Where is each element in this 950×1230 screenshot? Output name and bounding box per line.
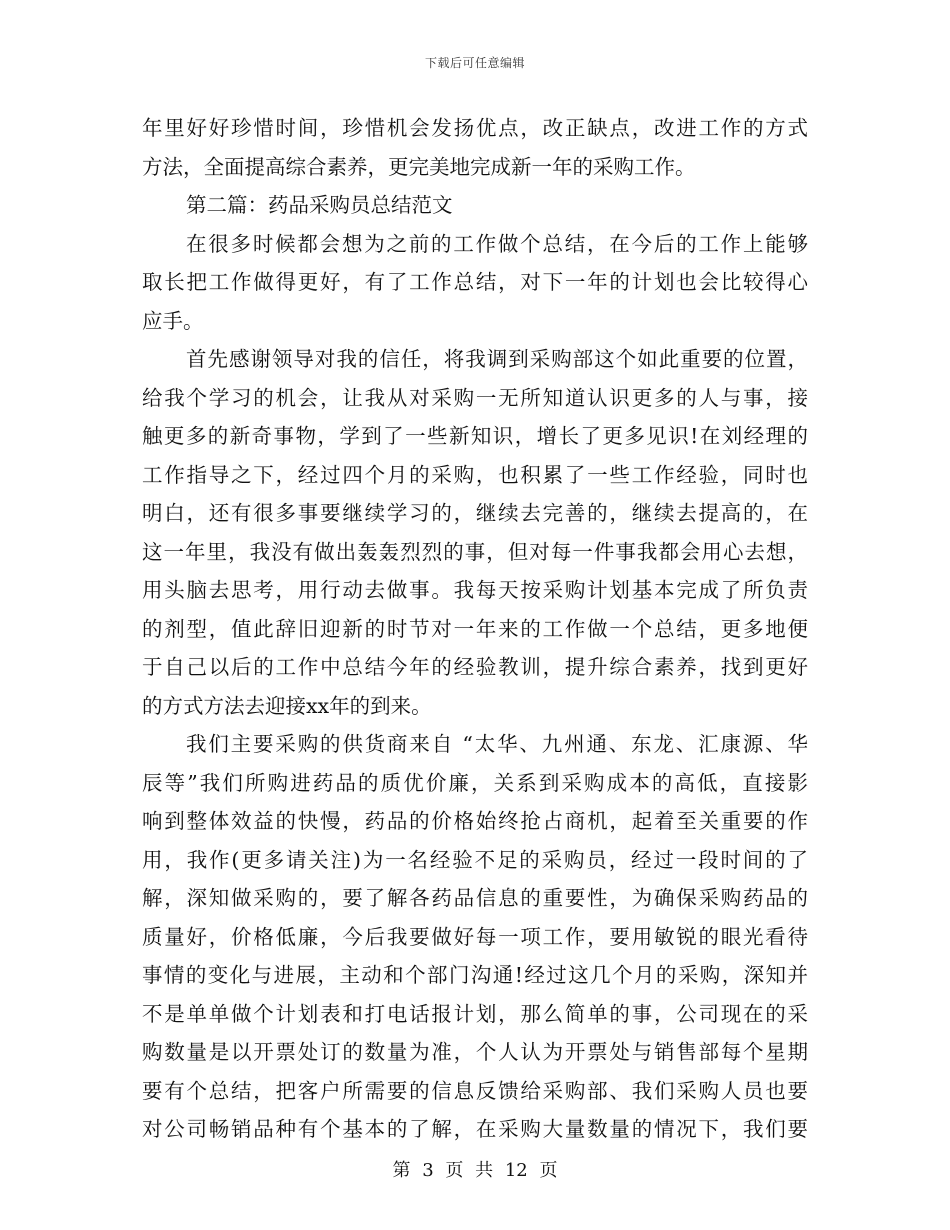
document-body xyxy=(142,109,808,1149)
text-line: 的剂型，值此辞旧迎新的时节对一年来的工作做一个总结，更多地便 xyxy=(142,616,808,641)
text-line: 方法，全面提高综合素养，更完美地完成新一年的采购工作。 xyxy=(142,154,696,179)
text-line: 我们主要采购的供货商来自 “太华、九州通、东龙、汇康源、华 xyxy=(186,732,808,756)
text-line: 对公司畅销品种有个基本的了解，在采购大量数量的情况下，我们要 xyxy=(142,1117,808,1141)
text-line: 的方式方法去迎接xx年的到来。 xyxy=(142,693,432,718)
text-line: 用头脑去思考，用行动去做事。我每天按采购计划基本完成了所负责 xyxy=(142,578,808,602)
text-line: 响到整体效益的快慢，药品的价格始终抢占商机，起着至关重要的作 xyxy=(142,809,808,833)
text-line: 不是单单做个计划表和打电话报计划，那么简单的事，公司现在的采 xyxy=(142,1001,808,1026)
text-line: 购数量是以开票处订的数量为准，个人认为开票处与销售部每个星期 xyxy=(142,1040,808,1064)
page-header: 下载后可任意编辑 xyxy=(424,56,525,70)
text-line: 辰等”我们所购进药品的质优价廉，关系到采购成本的高低，直接影 xyxy=(142,770,808,795)
text-line: 要有个总结，把客户所需要的信息反馈给采购部、我们采购人员也要 xyxy=(142,1078,808,1103)
text-line: 这一年里，我没有做出轰轰烈烈的事，但对每一件事我都会用心去想， xyxy=(142,539,808,564)
section-heading: 第二篇：药品采购员总结范文 xyxy=(186,193,453,217)
text-line: 应手。 xyxy=(142,308,204,333)
text-line: 在很多时候都会想为之前的工作做个总结，在今后的工作上能够 xyxy=(186,231,808,256)
text-line: 解，深知做采购的，要了解各药品信息的重要性，为确保采购药品的 xyxy=(142,886,808,910)
text-line: 年里好好珍惜时间，珍惜机会发扬优点，改正缺点，改进工作的方式 xyxy=(142,116,808,140)
text-line: 于自己以后的工作中总结今年的经验教训，提升综合素养，找到更好 xyxy=(142,655,808,679)
page-number-footer: 第 3 页 共 12 页 xyxy=(392,1160,558,1181)
text-line: 事情的变化与进展，主动和个部门沟通!经过这几个月的采购，深知并 xyxy=(142,963,808,987)
text-line: 触更多的新奇事物，学到了一些新知识，增长了更多见识!在刘经理的 xyxy=(142,424,808,448)
text-line: 用，我作(更多请关注)为一名经验不足的采购员，经过一段时间的了 xyxy=(142,847,808,872)
text-line: 给我个学习的机会，让我从对采购一无所知道认识更多的人与事，接 xyxy=(142,385,808,410)
text-line: 首先感谢领导对我的信任，将我调到采购部这个如此重要的位置， xyxy=(186,347,808,371)
text-line: 取长把工作做得更好，有了工作总结，对下一年的计划也会比较得心 xyxy=(142,270,808,294)
text-line: 工作指导之下，经过四个月的采购，也积累了一些工作经验，同时也 xyxy=(142,462,808,487)
text-line: 质量好，价格低廉，今后我要做好每一项工作，要用敏锐的眼光看待 xyxy=(142,924,808,949)
text-line: 明白，还有很多事要继续学习的，继续去完善的，继续去提高的，在 xyxy=(142,501,808,525)
